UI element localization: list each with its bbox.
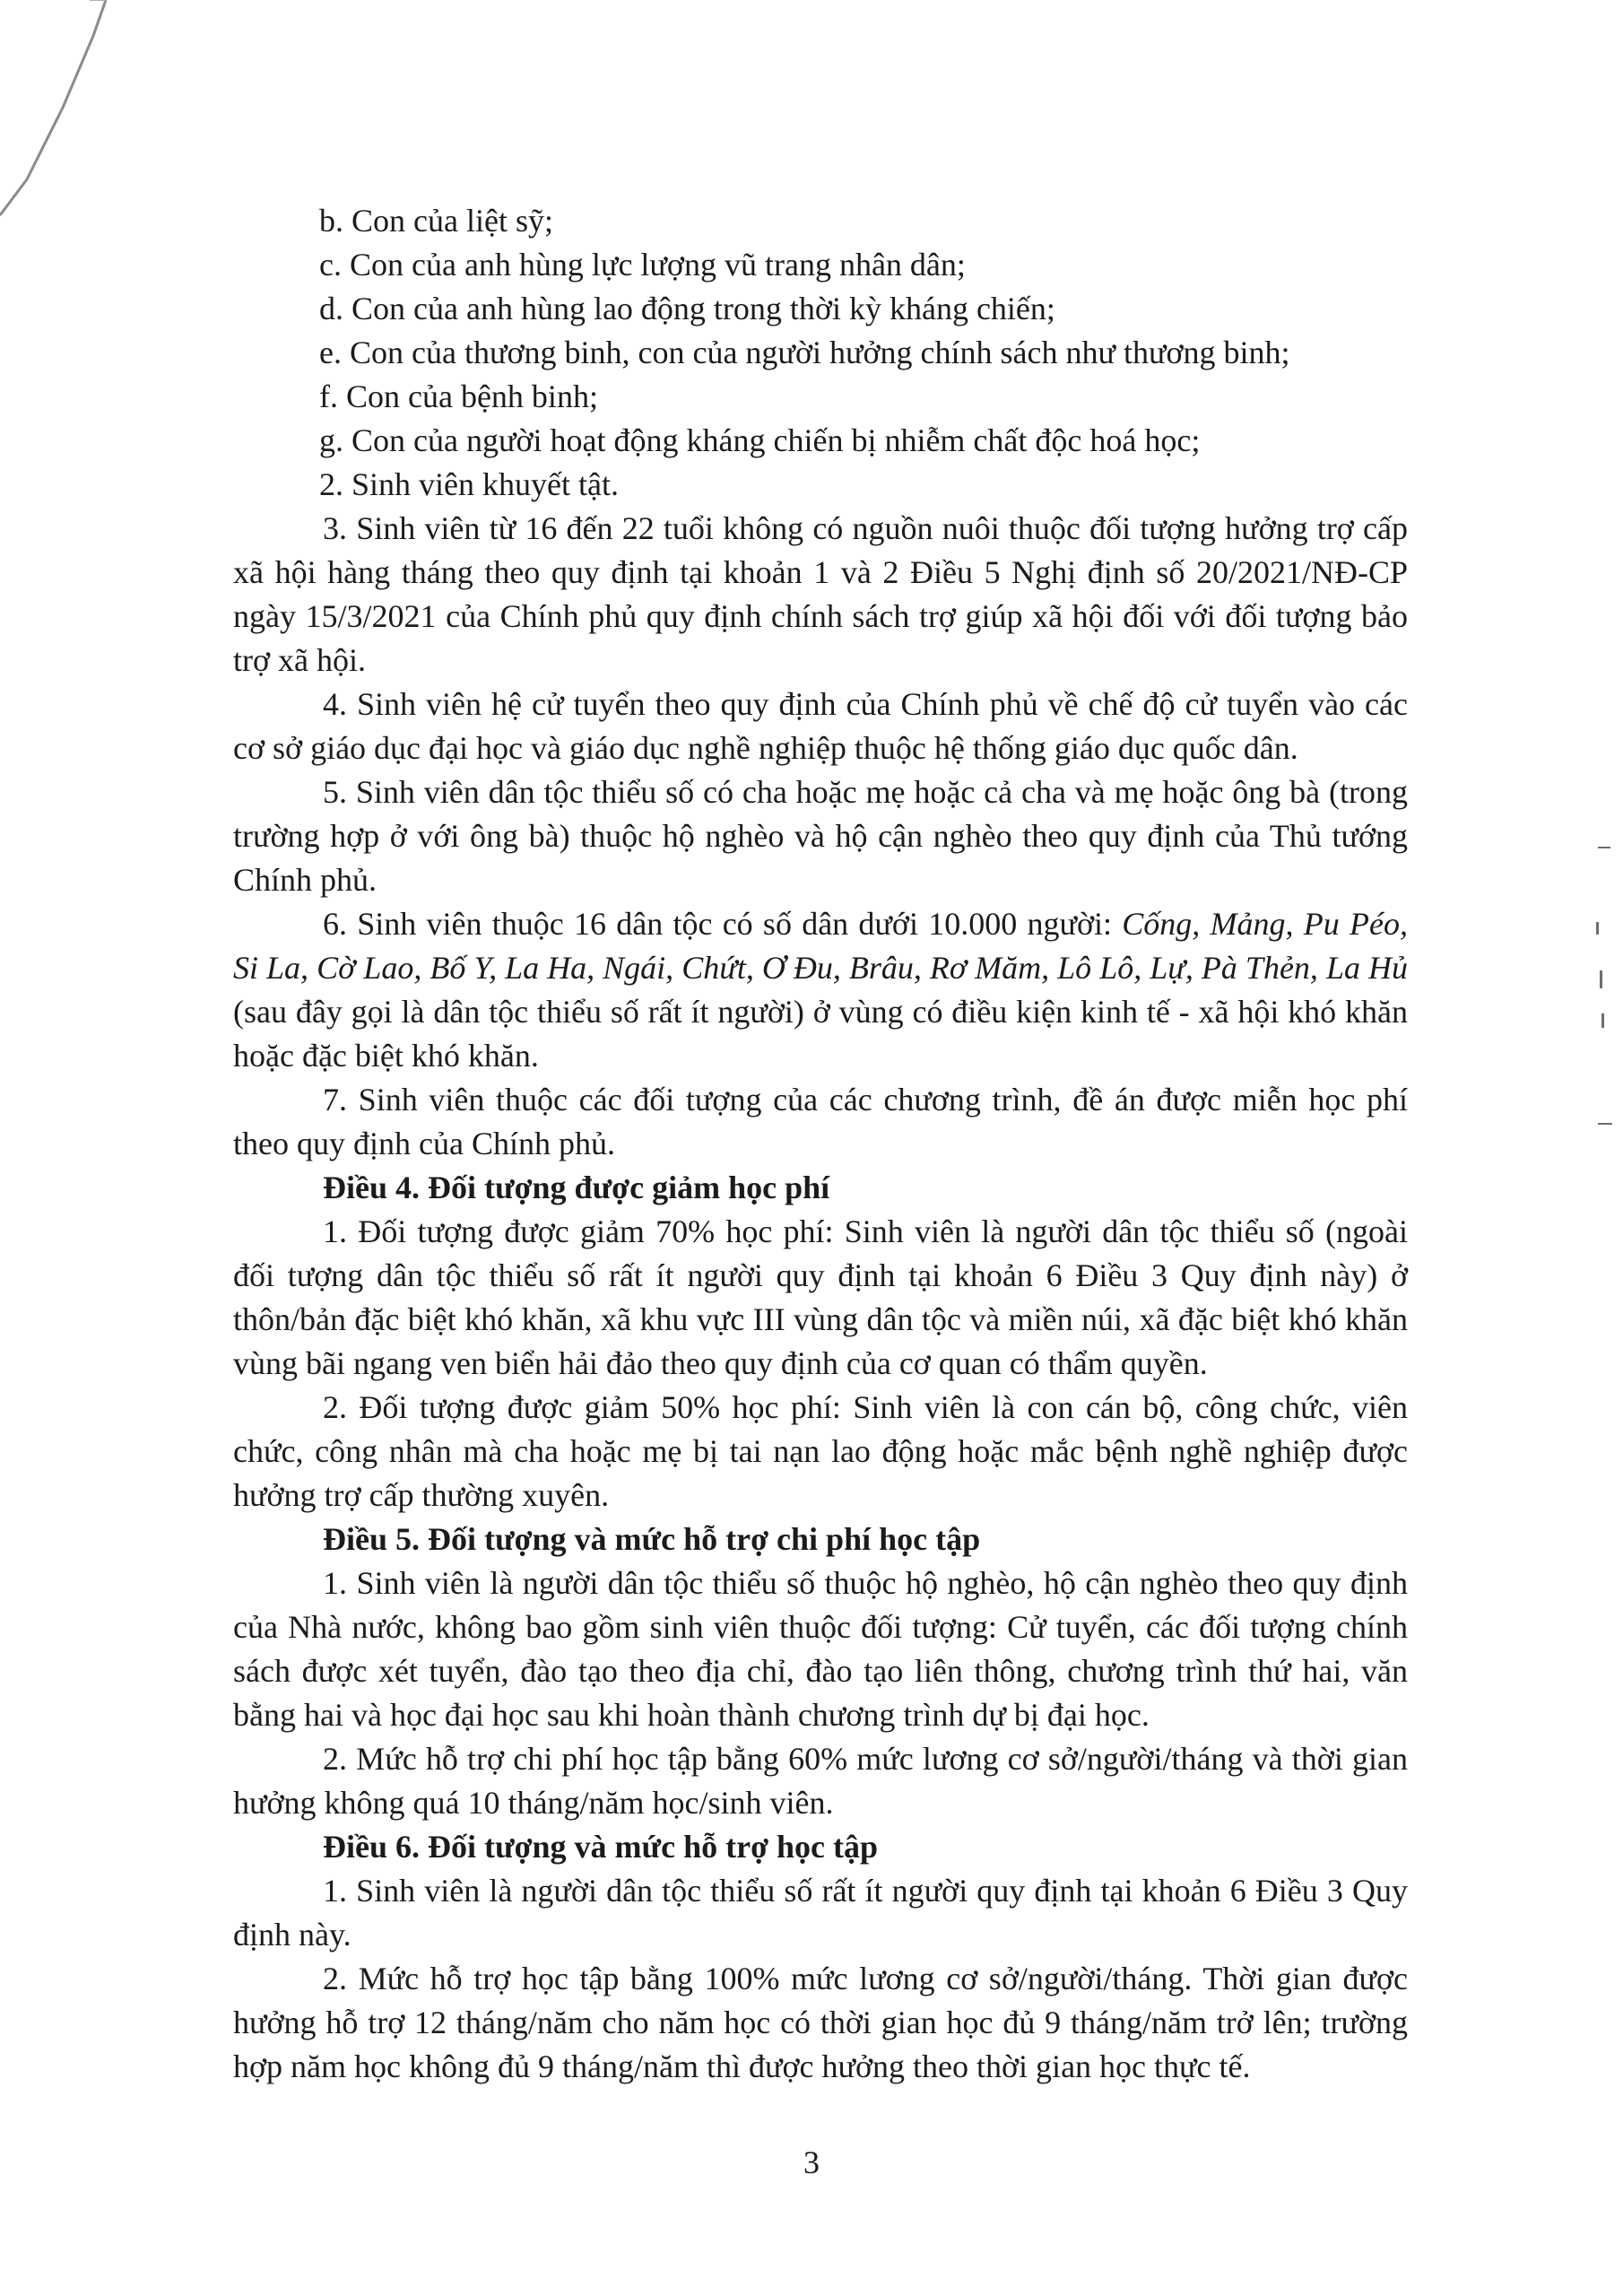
article3-item6-lead: 6. Sinh viên thuộc 16 dân tộc có số dân dưới 10.000 người: bbox=[323, 906, 1123, 942]
list-item-disabled: 2. Sinh viên khuyết tật. bbox=[319, 466, 619, 502]
list-item-g: g. Con của người hoạt động kháng chiến bị nhiễm chất độc hoá học; bbox=[319, 422, 1201, 458]
article3-item3: 3. Sinh viên từ 16 đến 22 tuổi không có nguồn nuôi thuộc đối tượng hưởng trợ cấp xã hội hàng tháng theo quy định tại khoản 1 và 2 Điều 5 Nghị định số 20/2021/NĐ-CP ngày 15/3/2021 của Chính phủ quy định chính sách trợ giúp xã hội đối với đối tượng bảo trợ xã hội. bbox=[233, 510, 1408, 678]
margin-mark bbox=[1600, 970, 1602, 988]
list-item-e: e. Con của thương binh, con của người hưởng chính sách như thương binh; bbox=[319, 335, 1290, 370]
article3-item5: 5. Sinh viên dân tộc thiểu số có cha hoặc mẹ hoặc cả cha và mẹ hoặc ông bà (trong trường hợp ở với ông bà) thuộc hộ nghèo và hộ cận nghèo theo quy định của Thủ tướng Chính phủ. bbox=[233, 774, 1408, 898]
margin-mark bbox=[1598, 1123, 1612, 1125]
article3-item4: 4. Sinh viên hệ cử tuyển theo quy định của Chính phủ về chế độ cử tuyển vào các cơ sở giáo dục đại học và giáo dục nghề nghiệp thuộc hệ thống giáo dục quốc dân. bbox=[233, 686, 1408, 766]
list-item-c: c. Con của anh hùng lực lượng vũ trang nhân dân; bbox=[319, 247, 966, 283]
page-number: 3 bbox=[803, 2144, 820, 2180]
article5-item2: 2. Mức hỗ trợ chi phí học tập bằng 60% mức lương cơ sở/người/tháng và thời gian hưởng không quá 10 tháng/năm học/sinh viên. bbox=[233, 1741, 1408, 1821]
article4-item1: 1. Đối tượng được giảm 70% học phí: Sinh viên là người dân tộc thiểu số (ngoài đối tượng dân tộc thiểu số rất ít người quy định tại khoản 6 Điều 3 Quy định này) ở thôn/bản đặc biệt khó khăn, xã khu vực III vùng dân tộc và miền núi, xã đặc biệt khó khăn vùng bãi ngang ven biển hải đảo theo quy định của cơ quan có thẩm quyền. bbox=[233, 1213, 1408, 1381]
document-body bbox=[233, 199, 1408, 2089]
article6-item1: 1. Sinh viên là người dân tộc thiểu số rất ít người quy định tại khoản 6 Điều 3 Quy định này. bbox=[233, 1873, 1408, 1952]
list-item-f: f. Con của bệnh binh; bbox=[319, 378, 598, 414]
scan-edge-mark bbox=[0, 0, 126, 233]
article6-heading: Điều 6. Đối tượng và mức hỗ trợ học tập bbox=[323, 1829, 879, 1865]
article6-item2: 2. Mức hỗ trợ học tập bằng 100% mức lương cơ sở/người/tháng. Thời gian được hưởng hỗ trợ 12 tháng/năm cho năm học có thời gian học đủ 9 tháng/năm trở lên; trường hợp năm học không đủ 9 tháng/năm thì được hưởng theo thời gian học thực tế. bbox=[233, 1961, 1408, 2084]
margin-mark bbox=[1596, 922, 1599, 935]
article4-item2: 2. Đối tượng được giảm 50% học phí: Sinh viên là con cán bộ, công chức, viên chức, công nhân mà cha hoặc mẹ bị tai nạn lao động hoặc mắc bệnh nghề nghiệp được hưởng trợ cấp thường xuyên. bbox=[233, 1389, 1408, 1513]
margin-mark bbox=[1601, 1013, 1604, 1028]
list-item-b: b. Con của liệt sỹ; bbox=[319, 203, 553, 239]
article3-item7: 7. Sinh viên thuộc các đối tượng của các chương trình, đề án được miễn học phí theo quy định của Chính phủ. bbox=[233, 1082, 1408, 1161]
margin-mark bbox=[1598, 847, 1610, 848]
article4-heading: Điều 4. Đối tượng được giảm học phí bbox=[323, 1170, 830, 1205]
article3-item6-tail: (sau đây gọi là dân tộc thiểu số rất ít người) ở vùng có điều kiện kinh tế - xã hội khó khăn hoặc đặc biệt khó khăn. bbox=[233, 994, 1408, 1074]
article5-item1: 1. Sinh viên là người dân tộc thiểu số thuộc hộ nghèo, hộ cận nghèo theo quy định của Nhà nước, không bao gồm sinh viên thuộc đối tượng: Cử tuyển, các đối tượng chính sách được xét tuyển, đào tạo theo địa chỉ, đào tạo liên thông, chương trình thứ hai, văn bằng hai và học đại học sau khi hoàn thành chương trình dự bị đại học. bbox=[233, 1565, 1408, 1733]
article3-item6 bbox=[233, 902, 1408, 1078]
article5-heading: Điều 5. Đối tượng và mức hỗ trợ chi phí học tập bbox=[323, 1521, 981, 1557]
list-item-d: d. Con của anh hùng lao động trong thời kỳ kháng chiến; bbox=[319, 291, 1055, 326]
ethnic-group-list: Cống, Mảng, Pu Péo, Si La, Cờ Lao, Bố Y, La Ha, Ngái, Chứt, Ơ Đu, Brâu, Rơ Măm, Lô Lô, Lự, Pà Thẻn, La Hủ bbox=[233, 906, 1408, 986]
